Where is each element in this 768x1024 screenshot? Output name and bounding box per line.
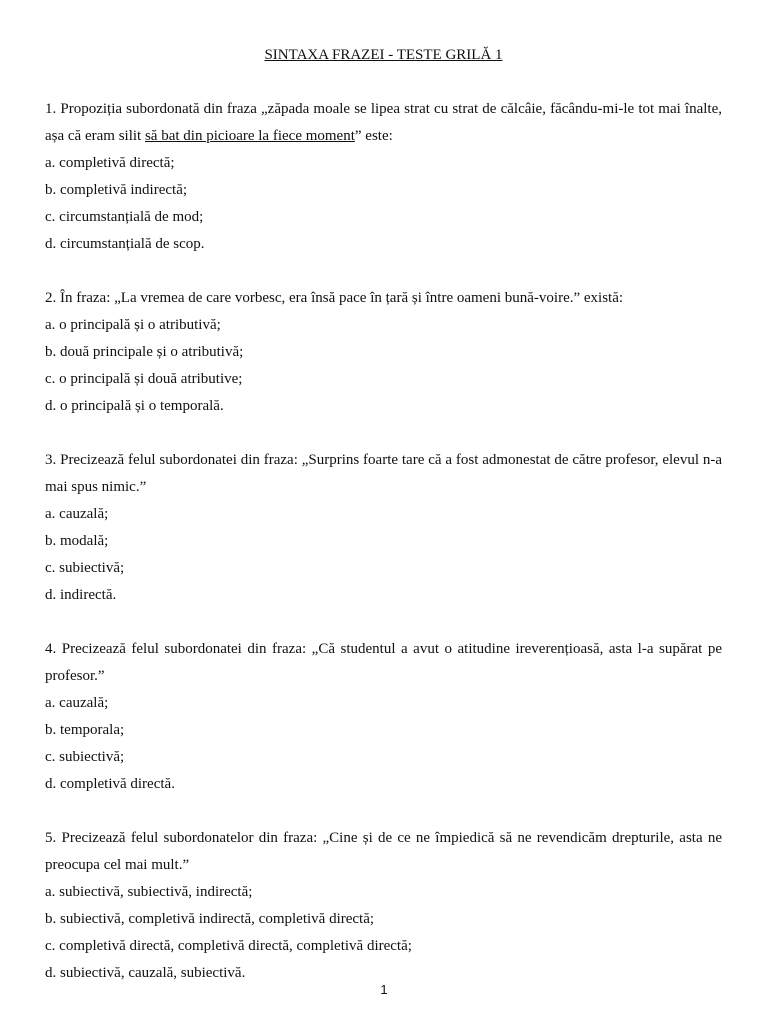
answer-option-b: b. modală;	[45, 533, 109, 549]
answer-option-b: b. completivă indirectă;	[45, 182, 188, 198]
question-1	[45, 96, 722, 258]
answer-option-d: d. completivă directă.	[45, 776, 175, 792]
answer-option-a: a. completivă directă;	[45, 155, 175, 171]
question-5	[45, 825, 722, 987]
answer-option-b: b. subiectivă, completivă indirectă, completivă directă;	[45, 911, 375, 927]
page-number: 1	[380, 982, 388, 997]
document-title: SINTAXA FRAZEI - TESTE GRILĂ 1	[264, 47, 503, 63]
question-stem	[45, 447, 722, 501]
answer-option-c: c. completivă directă, completivă directă, completivă directă;	[45, 938, 412, 954]
answer-option-d: d. indirectă.	[45, 587, 117, 603]
question-stem-text: 1. Propoziția subordonată din fraza „zăpada moale se lipea strat cu strat de călcâie, făcându-mi-le tot mai înalte, așa că eram silit	[45, 101, 722, 144]
question-stem	[45, 825, 722, 879]
answer-option-a: a. cauzală;	[45, 695, 109, 711]
question-3	[45, 447, 722, 609]
underlined-clause: să bat din picioare la fiece moment	[144, 128, 355, 144]
answer-option-b: b. două principale și o atributivă;	[45, 344, 244, 360]
question-stem-text: 4. Precizează felul subordonatei din fraza: „Că studentul a avut o atitudine ireverențioasă, asta l-a supărat pe profesor.”	[45, 641, 722, 684]
question-stem-text: 5. Precizează felul subordonatelor din fraza: „Cine și de ce ne împiedică să ne revendicăm drepturile, asta ne preocupa cel mai mult.”	[45, 830, 722, 873]
question-stem-text: 3. Precizează felul subordonatei din fraza: „Surprins foarte tare că a fost admonestat de către profesor, elevul n-a mai spus nimic.”	[45, 452, 722, 495]
answer-option-a: a. o principală și o atributivă;	[45, 317, 221, 333]
document-page	[45, 42, 722, 1014]
answer-option-d: d. subiectivă, cauzală, subiectivă.	[45, 965, 246, 981]
question-stem-text: 2. În fraza: „La vremea de care vorbesc, era însă pace în țară și între oameni bună-voire.” există:	[45, 290, 624, 306]
answer-option-d: d. circumstanțială de scop.	[45, 236, 205, 252]
answer-option-c: c. o principală și două atributive;	[45, 371, 243, 387]
answer-option-d: d. o principală și o temporală.	[45, 398, 224, 414]
answer-option-a: a. subiectivă, subiectivă, indirectă;	[45, 884, 253, 900]
answer-option-c: c. subiectivă;	[45, 749, 125, 765]
answer-option-a: a. cauzală;	[45, 506, 109, 522]
question-stem	[45, 285, 722, 312]
answer-option-c: c. subiectivă;	[45, 560, 125, 576]
question-stem	[45, 636, 722, 690]
answer-option-c: c. circumstanțială de mod;	[45, 209, 204, 225]
question-4	[45, 636, 722, 798]
question-stem	[45, 96, 722, 150]
answer-option-b: b. temporala;	[45, 722, 125, 738]
question-2	[45, 285, 722, 420]
question-stem-end: ” este:	[354, 128, 393, 144]
